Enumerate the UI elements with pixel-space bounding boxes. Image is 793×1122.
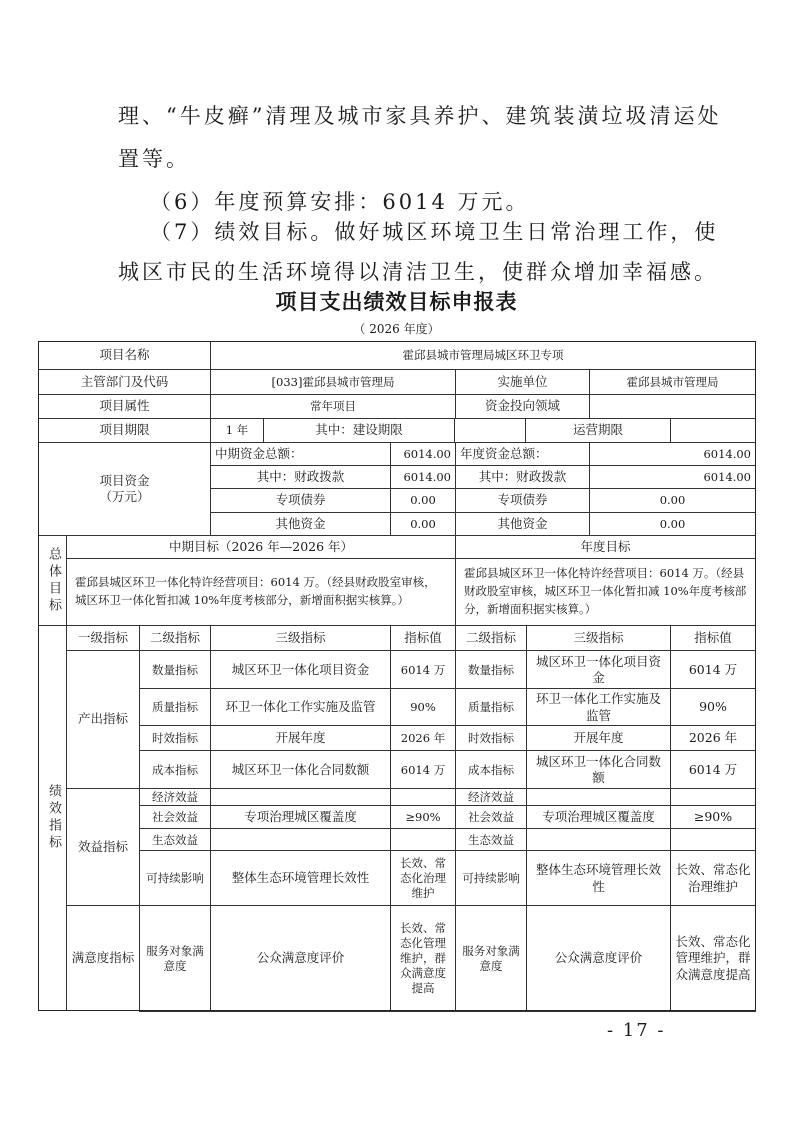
period-value: 1 年 — [210, 418, 264, 443]
l2-indicator: 时效指标 — [139, 725, 211, 752]
mid-l3-indicator: 城区环卫一体化合同数额 — [210, 750, 391, 790]
year-indicator-value: 6014 万 — [670, 750, 756, 790]
mid-indicator-value: 90% — [390, 688, 456, 727]
year-fund-label: 专项债券 — [455, 488, 590, 513]
year-indicator-value: ≥90% — [670, 805, 756, 830]
year-indicator-value: 长效、常态化治理维护 — [670, 850, 756, 907]
year-fund-value: 0.00 — [589, 488, 756, 513]
mid-l3-indicator: 环卫一体化工作实施及监管 — [210, 688, 391, 727]
year-l2-indicator: 社会效益 — [455, 805, 527, 830]
mid-fund-label: 专项债券 — [210, 488, 391, 513]
mid-l3-indicator: 城区环卫一体化项目资金 — [210, 650, 391, 690]
year-l3-indicator: 整体生态环境管理长效性 — [526, 850, 671, 907]
benefit-indicators-label: 效益指标 — [66, 788, 140, 906]
year-fund-label: 年度资金总额： — [455, 442, 590, 466]
build-period-value — [454, 418, 526, 443]
year-l2-indicator: 可持续影响 — [455, 850, 527, 907]
table-title: 项目支出绩效目标申报表 — [275, 290, 518, 314]
year-fund-value: 6014.00 — [589, 442, 756, 466]
mid-l3-indicator: 开展年度 — [210, 725, 391, 752]
year-l3-indicator: 环卫一体化工作实施及监管 — [526, 688, 671, 727]
header-year-l3: 三级指标 — [526, 625, 671, 651]
funds-unit: （万元） — [99, 489, 150, 504]
paragraph-line: 城区市民的生活环境得以清洁卫生，使群众增加幸福感。 — [118, 260, 718, 284]
l2-indicator: 可持续影响 — [139, 850, 211, 907]
mid-indicator-value — [390, 828, 456, 852]
l2-indicator: 质量指标 — [139, 688, 211, 727]
dept-label: 主管部门及代码 — [38, 369, 211, 395]
mid-fund-label: 其中：财政拨款 — [210, 465, 391, 489]
year-l3-indicator: 开展年度 — [526, 725, 671, 752]
mid-indicator-value: 6014 万 — [390, 750, 456, 790]
mid-l3-indicator: 专项治理城区覆盖度 — [210, 805, 391, 830]
mid-fund-label: 其他资金 — [210, 512, 391, 536]
mid-indicator-value: 长效、常态化治理维护 — [390, 850, 456, 907]
l2-indicator: 数量指标 — [139, 650, 211, 690]
year-fund-value: 6014.00 — [589, 465, 756, 489]
mid-goal-text: 霍邱县城区环卫一体化特许经营项目：6014 万。（经县财政股室审核，城区环卫一体化暂扣减 10%年度考核部分，新增面积据实核算。） — [66, 558, 456, 626]
year-indicator-value: 90% — [670, 688, 756, 727]
year-l3-indicator: 城区环卫一体化合同数额 — [526, 750, 671, 790]
op-period-label: 运营期限 — [525, 418, 671, 443]
paragraph-line: （6）年度预算安排：6014 万元。 — [150, 190, 530, 214]
mid-indicator-value: 长效、常态化管理维护，群众满意度提高 — [390, 905, 456, 1012]
year-indicator-value: 6014 万 — [670, 650, 756, 690]
funds-label-text: 项目资金 — [99, 472, 150, 488]
year-fund-value: 0.00 — [589, 512, 756, 536]
overall-goal-label: 总体目标 — [38, 535, 67, 626]
mid-fund-value: 6014.00 — [390, 442, 456, 466]
year-l2-indicator: 时效指标 — [455, 725, 527, 752]
page-number: - 17 - — [607, 1020, 666, 1041]
mid-indicator-value: 2026 年 — [390, 725, 456, 752]
op-period-value — [670, 418, 756, 443]
mid-indicator-value: 6014 万 — [390, 650, 456, 690]
mid-l3-indicator — [210, 828, 391, 852]
l2-indicator: 服务对象满意度 — [139, 905, 211, 1012]
paragraph-line: 置等。 — [118, 147, 190, 171]
year-l2-indicator: 服务对象满意度 — [455, 905, 527, 1012]
header-l2: 二级指标 — [139, 625, 211, 651]
funds-label — [38, 442, 211, 536]
year-l3-indicator: 城区环卫一体化项目资金 — [526, 650, 671, 690]
mid-fund-value: 0.00 — [390, 488, 456, 513]
year-l3-indicator — [526, 828, 671, 852]
year-l2-indicator: 成本指标 — [455, 750, 527, 790]
mid-fund-value: 0.00 — [390, 512, 456, 536]
year-l3-indicator: 公众满意度评价 — [526, 905, 671, 1012]
paragraph-line: （7）绩效目标。做好城区环境卫生日常治理工作，使 — [150, 220, 719, 244]
build-period-label: 其中：建设期限 — [263, 418, 455, 443]
impl-unit-label: 实施单位 — [455, 369, 590, 395]
header-year-l2: 二级指标 — [455, 625, 527, 651]
l2-indicator: 成本指标 — [139, 750, 211, 790]
paragraph-line: 理、“牛皮癣”清理及城市家具养护、建筑装潢垃圾清运处 — [118, 104, 722, 128]
report-year: （ 2026 年度） — [353, 322, 440, 336]
impl-unit-value: 霍邱县城市管理局 — [589, 369, 756, 395]
year-l2-indicator: 质量指标 — [455, 688, 527, 727]
mid-fund-value: 6014.00 — [390, 465, 456, 489]
year-goal-header: 年度目标 — [455, 535, 756, 559]
year-indicator-value: 长效、常态化管理维护，群众满意度提高 — [670, 905, 756, 1012]
attr-label: 项目属性 — [38, 394, 211, 419]
performance-indicators-label: 绩效指标 — [38, 625, 67, 1011]
year-indicator-value: 2026 年 — [670, 725, 756, 752]
mid-l3-indicator: 整体生态环境管理长效性 — [210, 850, 391, 907]
mid-indicator-value: ≥90% — [390, 805, 456, 830]
header-l3: 三级指标 — [210, 625, 391, 651]
attr-value: 常年项目 — [210, 394, 456, 419]
mid-goal-header: 中期目标（2026 年—2026 年） — [66, 535, 456, 559]
year-l2-indicator: 数量指标 — [455, 650, 527, 690]
l2-indicator: 生态效益 — [139, 828, 211, 852]
header-val: 指标值 — [390, 625, 456, 651]
header-year-val: 指标值 — [670, 625, 756, 651]
period-label: 项目期限 — [38, 418, 211, 443]
year-l2-indicator: 经济效益 — [455, 788, 527, 807]
year-l3-indicator: 专项治理城区覆盖度 — [526, 805, 671, 830]
year-indicator-value — [670, 828, 756, 852]
mid-fund-label: 中期资金总额： — [210, 442, 391, 466]
l2-indicator: 社会效益 — [139, 805, 211, 830]
field-label: 资金投向领域 — [455, 394, 590, 419]
year-fund-label: 其中：财政拨款 — [455, 465, 590, 489]
project-name-label: 项目名称 — [38, 341, 211, 370]
year-l2-indicator: 生态效益 — [455, 828, 527, 852]
satisfaction-indicators-label: 满意度指标 — [66, 905, 140, 1011]
field-value — [589, 394, 756, 419]
output-indicators-label: 产出指标 — [66, 650, 140, 789]
mid-l3-indicator: 公众满意度评价 — [210, 905, 391, 1012]
dept-value: [033]霍邱县城市管理局 — [210, 369, 456, 395]
year-goal-text: 霍邱县城区环卫一体化特许经营项目：6014 万。（经县财政股室审核，城区环卫一体化暂扣减 10%年度考核部分，新增面积据实核算。） — [455, 558, 756, 626]
header-l1: 一级指标 — [66, 625, 140, 651]
project-name-value: 霍邱县城市管理局城区环卫专项 — [210, 341, 756, 370]
l2-indicator: 经济效益 — [139, 788, 211, 807]
year-fund-label: 其他资金 — [455, 512, 590, 536]
